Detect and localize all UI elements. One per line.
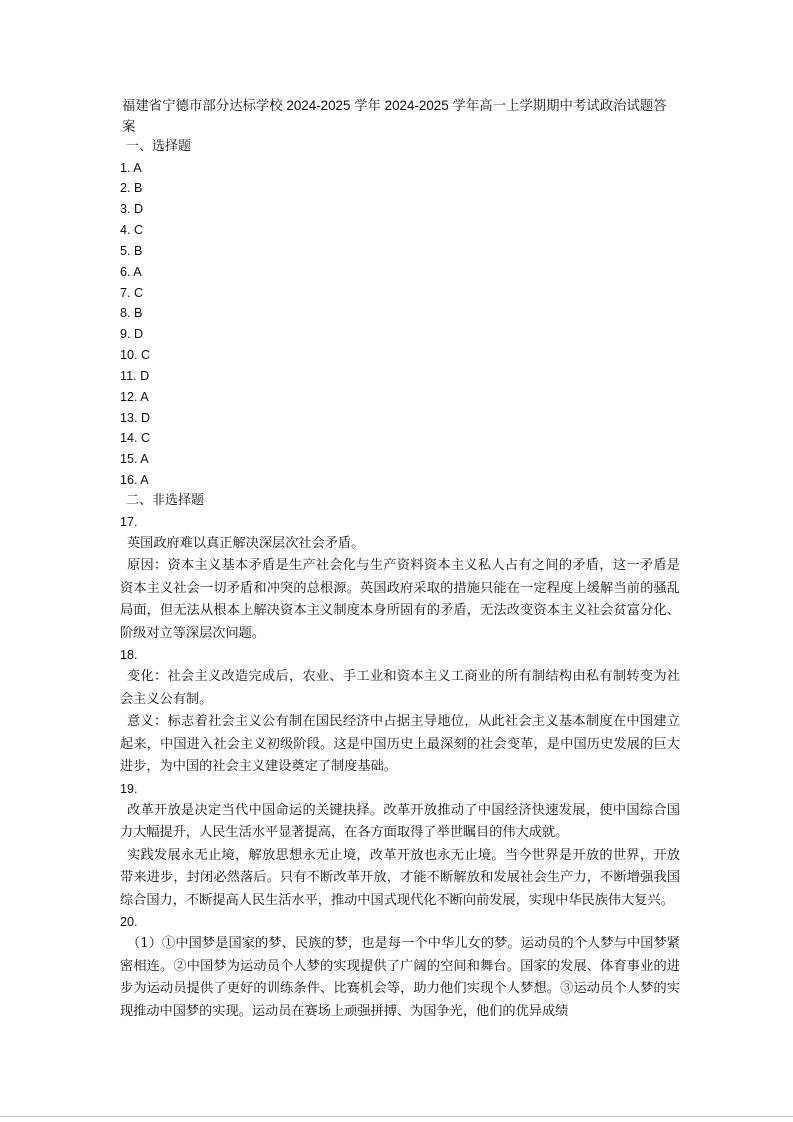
q18-paragraph-1: 变化：社会主义改造完成后，农业、手工业和资本主义工商业的所有制结构由私有制转变为社会主义公有制。	[120, 669, 680, 707]
answer-item: 8. B	[120, 306, 143, 321]
section-heading-choice: 一、选择题	[126, 139, 192, 154]
answer-item: 7. C	[120, 285, 144, 300]
answer-item: 14. C	[120, 431, 151, 446]
question-number-19: 19.	[120, 781, 138, 796]
q20-paragraph-1: （1）①中国梦是国家的梦、民族的梦，也是每一个中华儿女的梦。运动员的个人梦与中国梦紧密相连。②中国梦为运动员个人梦的实现提供了广阔的空间和舞台。国家的发展、体育事业的进步为运动员提供了更好的训练条件、比赛机会等，助力他们实现个人梦想。③运动员个人梦的实现推动中国梦的实现。运动员在赛场上顽强拼搏、为国争光，他们的优异成绩	[120, 936, 680, 1019]
section-heading-non-choice: 二、非选择题	[126, 493, 205, 508]
answer-list	[120, 158, 680, 492]
answer-item: 11. D	[120, 368, 150, 383]
answer-item: 16. A	[120, 473, 149, 488]
q17-paragraph-2: 原因：资本主义基本矛盾是生产社会化与生产资料资本主义私人占有之间的矛盾，这一矛盾是资本主义社会一切矛盾和冲突的总根源。英国政府采取的措施只能在一定程度上缓解当前的骚乱局面，但无法从根本上解决资本主义制度本身所固有的矛盾，无法改变资本主义社会贫富分化、阶级对立等深层次问题。	[120, 558, 680, 641]
answer-item: 9. D	[120, 327, 144, 342]
answer-item: 2. B	[120, 181, 143, 196]
answer-item: 3. D	[120, 202, 144, 217]
question-number-17: 17.	[120, 514, 138, 529]
answer-item: 13. D	[120, 410, 151, 425]
answer-item: 1. A	[120, 160, 142, 175]
document-title: 福建省宁德市部分达标学校 2024-2025 学年 2024-2025 学年高一上学期期中考试政治试题答案	[122, 98, 667, 134]
question-number-20: 20.	[120, 915, 138, 929]
answer-item: 5. B	[120, 243, 143, 258]
question-number-18: 18.	[120, 648, 138, 662]
q19-paragraph-2: 实践发展永无止境，解放思想永无止境，改革开放也永无止境。当今世界是开放的世界，开放带来进步，封闭必然落后。只有不断改革开放，才能不断解放和发展社会生产力，不断增强我国综合国力，不断提高人民生活水平，推动中国式现代化不断向前发展，实现中华民族伟大复兴。	[120, 847, 680, 908]
q18-paragraph-2: 意义：标志着社会主义公有制在国民经济中占据主导地位，从此社会主义基本制度在中国建立起来，中国进入社会主义初级阶段。这是中国历史上最深刻的社会变革，是中国历史发展的巨大进步，为中国的社会主义建设奠定了制度基础。	[120, 714, 680, 774]
answer-item: 4. C	[120, 223, 144, 238]
q17-paragraph-1: 英国政府难以真正解决深层次社会矛盾。	[127, 535, 365, 551]
answer-item: 12. A	[120, 389, 149, 404]
document-body	[120, 96, 680, 1023]
page-bottom-rule	[0, 1116, 793, 1117]
answer-item: 10. C	[120, 348, 151, 363]
answer-item: 6. A	[120, 264, 142, 279]
answer-item: 15. A	[120, 452, 149, 467]
q19-paragraph-1: 改革开放是决定当代中国命运的关键抉择。改革开放推动了中国经济快速发展，使中国综合国力大幅提升，人民生活水平显著提高，在各方面取得了举世瞩目的伟大成就。	[120, 802, 680, 840]
